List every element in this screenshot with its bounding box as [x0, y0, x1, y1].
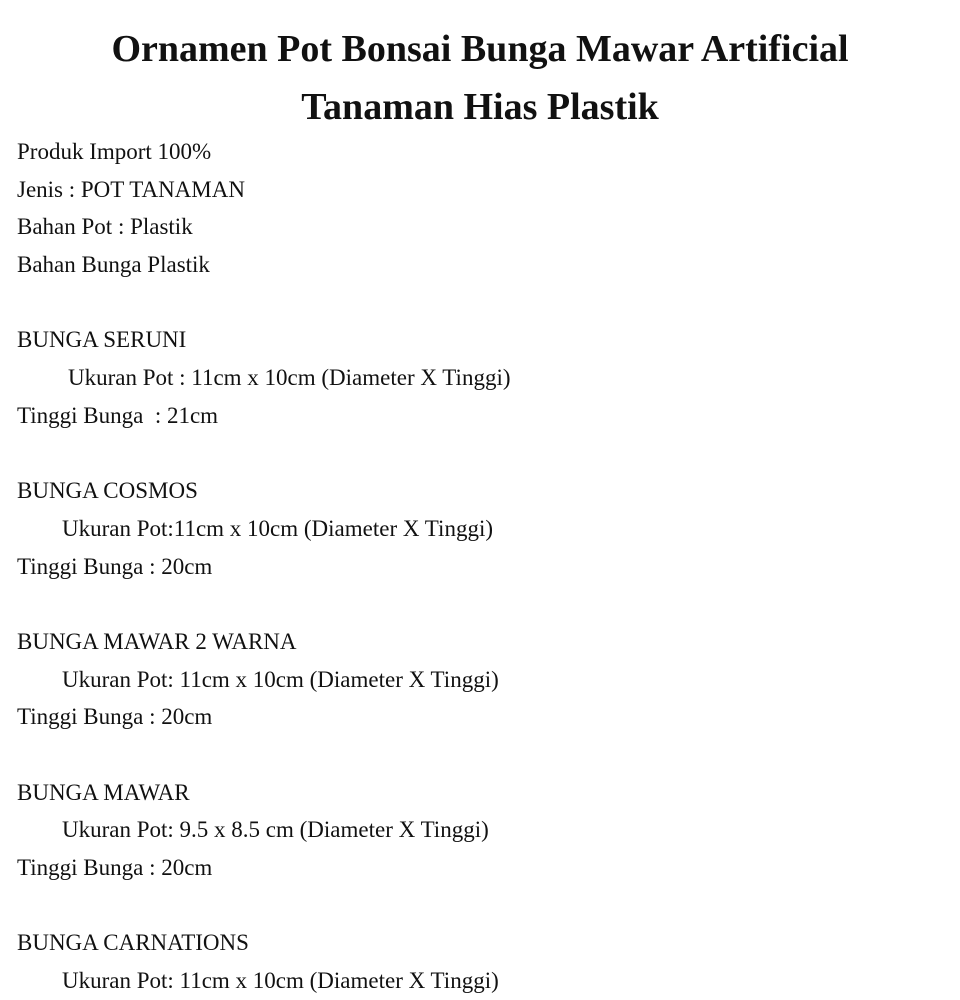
page-title-line-2: Tanaman Hias Plastik — [301, 86, 659, 128]
page-title-line-1: Ornamen Pot Bonsai Bunga Mawar Artificial — [111, 28, 849, 70]
blank-line — [17, 585, 943, 623]
spec-flower-material: Bahan Bunga Plastik — [17, 252, 210, 278]
product-flower-height: Tinggi Bunga : 20cm — [17, 553, 213, 579]
spec-origin: Produk Import 100% — [17, 139, 212, 164]
blank-line — [17, 887, 943, 925]
product-flower-height: Tinggi Bunga : 20cm — [17, 855, 213, 881]
product-name: BUNGA MAWAR 2 WARNA — [17, 628, 297, 654]
product-name: BUNGA CARNATIONS — [17, 930, 249, 956]
blank-line — [17, 435, 943, 473]
product-pot-size: Ukuran Pot: 9.5 x 8.5 cm (Diameter X Tinggi) — [62, 817, 489, 843]
blank-line — [17, 284, 943, 322]
product-name: BUNGA MAWAR — [17, 779, 190, 805]
product-name: BUNGA COSMOS — [17, 478, 198, 504]
product-pot-size: Ukuran Pot: 11cm x 10cm (Diameter X Tinggi) — [62, 666, 499, 692]
product-flower-height: Tinggi Bunga : 21cm — [17, 402, 219, 428]
page-title — [0, 0, 960, 136]
product-description — [17, 133, 943, 1000]
product-flower-height: Tinggi Bunga : 20cm — [17, 704, 213, 730]
spec-type: Jenis : POT TANAMAN — [17, 176, 245, 202]
product-pot-size: Ukuran Pot:11cm x 10cm (Diameter X Tinggi) — [62, 515, 493, 541]
product-name: BUNGA SERUNI — [17, 327, 187, 353]
product-pot-size: Ukuran Pot: 11cm x 10cm (Diameter X Tinggi) — [62, 968, 499, 994]
blank-line — [17, 736, 943, 774]
product-pot-size: Ukuran Pot : 11cm x 10cm (Diameter X Tinggi) — [68, 365, 511, 391]
spec-pot-material: Bahan Pot : Plastik — [17, 214, 193, 240]
